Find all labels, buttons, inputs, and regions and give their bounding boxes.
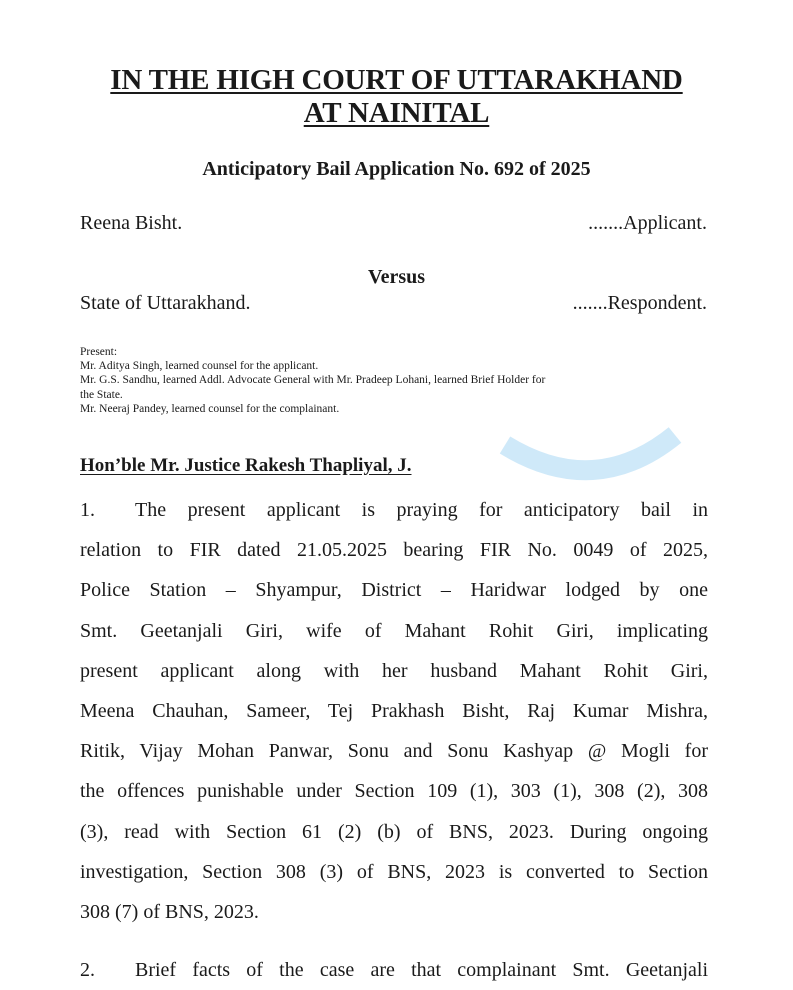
counsel-line: Mr. Neeraj Pandey, learned counsel for the complainant. xyxy=(80,402,340,415)
respondent-role: .......Respondent. xyxy=(572,292,707,314)
paragraph-line: investigation, Section 308 (3) of BNS, 2023 is converted to Section xyxy=(80,860,708,883)
applicant-name: Reena Bisht. xyxy=(80,212,183,234)
paragraph-line: Smt. Geetanjali Giri, wife of Mahant Rohit Giri, implicating xyxy=(80,619,708,642)
counsel-line: Mr. Aditya Singh, learned counsel for the applicant. xyxy=(80,360,319,373)
paragraph-line xyxy=(80,950,708,990)
respondent-name: State of Uttarakhand. xyxy=(80,292,251,314)
counsel-line: Mr. G.S. Sandhu, learned Addl. Advocate General with Mr. Pradeep Lohani, learned Brief Holder for xyxy=(80,374,546,387)
present-counsel-block xyxy=(80,345,720,416)
paragraph-line: Ritik, Vijay Mohan Panwar, Sonu and Sonu Kashyap @ Mogli for xyxy=(80,740,708,763)
versus-label: Versus xyxy=(367,266,426,288)
applicant-role: .......Applicant. xyxy=(588,212,707,234)
respondent-row xyxy=(80,292,707,315)
paragraph-2 xyxy=(80,950,708,990)
paragraph-number: 2. xyxy=(80,959,95,981)
paragraph-line: Police Station – Shyampur, District – Haridwar lodged by one xyxy=(80,579,708,602)
court-name: IN THE HIGH COURT OF UTTARAKHAND xyxy=(110,64,683,96)
paragraph-line: (3), read with Section 61 (2) (b) of BNS, 2023. During ongoing xyxy=(80,820,708,843)
paragraph-line: 308 (7) of BNS, 2023. xyxy=(80,900,259,923)
court-title-line2 xyxy=(0,97,793,130)
paragraph-text: Brief facts of the case are that complainant Smt. Geetanjali xyxy=(135,959,708,981)
court-location: AT NAINITAL xyxy=(303,97,490,129)
paragraph-line: relation to FIR dated 21.05.2025 bearing FIR No. 0049 of 2025, xyxy=(80,539,708,562)
paragraph-line: the offences punishable under Section 109 (1), 303 (1), 308 (2), 308 xyxy=(80,780,708,803)
paragraph-line xyxy=(80,490,708,530)
present-label: Present: xyxy=(80,346,118,358)
court-title-line1 xyxy=(0,64,793,97)
judge-name: Hon’ble Mr. Justice Rakesh Thapliyal, J. xyxy=(80,455,412,476)
applicant-row xyxy=(80,212,707,235)
watermark-arc-icon xyxy=(495,425,695,485)
case-number: Anticipatory Bail Application No. 692 of 2025 xyxy=(202,158,591,180)
paragraph-line: present applicant along with her husband Mahant Rohit Giri, xyxy=(80,659,708,682)
paragraph-1 xyxy=(80,490,708,932)
paragraph-text: The present applicant is praying for anticipatory bail in xyxy=(135,499,708,521)
counsel-line: the State. xyxy=(80,388,123,401)
paragraph-line: Meena Chauhan, Sameer, Tej Prakhash Bisht, Raj Kumar Mishra, xyxy=(80,699,708,722)
paragraph-number: 1. xyxy=(80,499,95,521)
